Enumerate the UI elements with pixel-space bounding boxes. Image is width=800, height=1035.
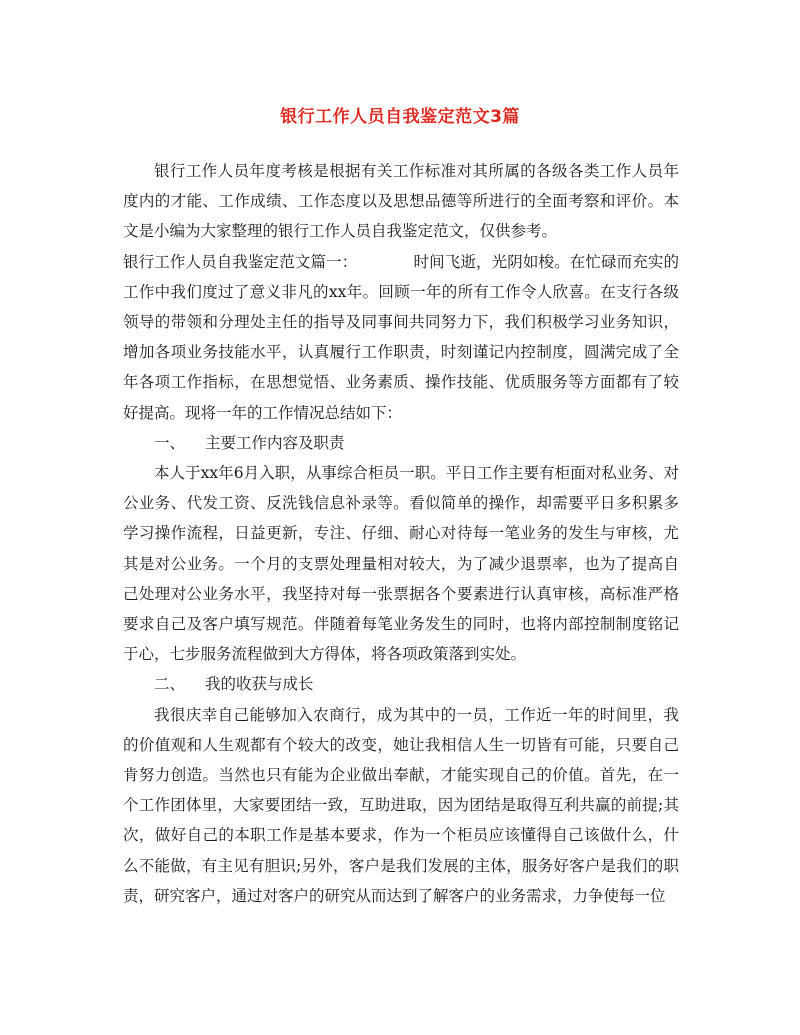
section2-heading-line — [123, 669, 679, 699]
section2-heading: 我的收获与成长 — [205, 675, 314, 694]
essay1-opening: 时间飞逝，光阴如梭。在忙碌而充实的工作中我们度过了意义非凡的xx年。回顾一年的所有工作令人欣喜。在支行各级领导的带领和分理处主任的指导及同事间共同努力下，我们积极学习业务知识，增加各项业务技能水平，认真履行工作职责，时刻谨记内控制度，圆满完成了全年各项工作指标，在思想觉悟、业务素质、操作技能、优质服务等方面都有了较好提高。现将一年的工作情况总结如下： — [123, 252, 679, 422]
section2-paragraph: 我很庆幸自己能够加入农商行，成为其中的一员，工作近一年的时间里，我的价值观和人生观都有个较大的改变，她让我相信人生一切皆有可能，只要自己肯努力创造。当然也只有能为企业做出奉献，才能实现自己的价值。首先，在一个工作团体里，大家要团结一致，互助进取，因为团结是取得互利共赢的前提;其次，做好自己的本职工作是基本要求，作为一个柜员应该懂得自己该做什么，什么不能做，有主见有胆识;另外，客户是我们发展的主体，服务好客户是我们的职责，研究客户，通过对客户的研究从而达到了解客户的业务需求，力争使每一位 — [123, 705, 679, 905]
section1-number: 一、 — [154, 433, 186, 452]
section2-number: 二、 — [154, 675, 186, 694]
section1-heading: 主要工作内容及职责 — [205, 433, 345, 452]
intro-paragraph: 银行工作人员年度考核是根据有关工作标准对其所属的各级各类工作人员年度内的才能、工作成绩、工作态度以及思想品德等所进行的全面考察和评价。本文是小编为大家整理的银行工作人员自我鉴定范文，仅供参考。 — [123, 162, 679, 241]
section1-paragraph: 本人于xx年6月入职，从事综合柜员一职。平日工作主要有柜面对私业务、对公业务、代发工资、反洗钱信息补录等。看似简单的操作，却需要平日多积累多学习操作流程，日益更新，专注、仔细、耐心对待每一笔业务的发生与审核，尤其是对公业务。一个月的支票处理量相对较大，为了减少退票率，也为了提高自己处理对公业务水平，我坚持对每一张票据各个要素进行认真审核，高标准严格要求自己及客户填写规范。伴随着每笔业务发生的同时，也将内部控制制度铭记于心，七步服务流程做到大方得体，将各项政策落到实处。 — [123, 464, 679, 664]
document-title: 银行工作人员自我鉴定范文3篇 — [280, 107, 520, 127]
section1-heading-line — [123, 428, 679, 458]
document-body — [123, 156, 679, 911]
essay1-paragraph — [123, 247, 679, 428]
essay1-label: 银行工作人员自我鉴定范文篇一： — [123, 252, 358, 271]
